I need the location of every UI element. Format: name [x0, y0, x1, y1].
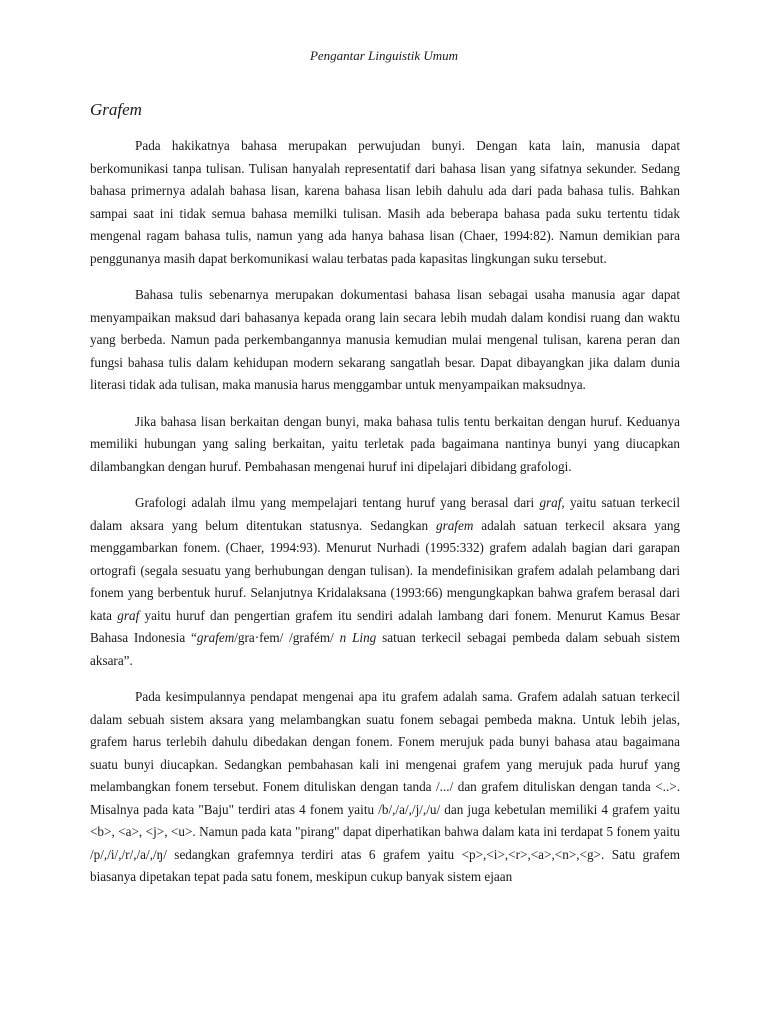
paragraph [90, 284, 680, 397]
paragraph [90, 411, 680, 479]
running-header: Pengantar Linguistik Umum [309, 48, 459, 63]
text-run: satuan terkecil sebagai pembeda dalam sebuah sistem aksara”. [90, 630, 680, 668]
italic-text-run: graf [117, 607, 140, 623]
italic-text-run: graf, [539, 495, 565, 510]
section-title: Grafem [90, 100, 142, 119]
paragraph [90, 492, 680, 672]
text-run: Grafologi adalah ilmu yang mempelajari tentang huruf yang berasal dari [135, 495, 540, 510]
paragraph [90, 686, 680, 889]
text-run: adalah satuan terkecil aksara yang menggambarkan fonem. (Chaer, 1994:93). Menurut Nurhadi (1995:332) grafem adalah bagian dari garapan ortografi (segala sesuatu yang berhubungan dengan tulisan). Ia mendefinisikan grafem adalah pelambang dari fonem yang berbentuk huruf. Selanjutnya Kridalaksana (1993:66) mengungkapkan bahwa grafem berasal dari kata [90, 517, 681, 623]
text-run: yaitu satuan terkecil dalam aksara yang belum ditentukan statusnya. Sedangkan [90, 495, 680, 533]
italic-text-run: n Ling [339, 630, 377, 645]
text-run: /gra·fem/ /grafém/ [234, 630, 340, 645]
italic-text-run: grafem [435, 517, 474, 533]
text-run: Pada hakikatnya bahasa merupakan perwujudan bunyi. Dengan kata lain, manusia dapat berkomunikasi tanpa tulisan. Tulisan hanyalah representatif dari bahasa lisan yang sifatnya sekunder. Sedang bahasa primernya adalah bahasa lisan, karena bahasa lisan lebih dahulu ada dari pada bahasa tulis. Bahkan sampai saat ini tidak semua bahasa memilki tulisan. Masih ada beberapa bahasa pada suku tertentu tidak mengenal ragam bahasa tulis, namun yang ada hanya bahasa lisan (Chaer, 1994:82). Namun demikian para penggunanya masih dapat berkomunikasi walau terbatas pada kapasitas lingkungan suku tersebut. [90, 138, 680, 266]
text-run: Bahasa tulis sebenarnya merupakan dokumentasi bahasa lisan sebagai usaha manusia agar dapat menyampaikan maksud dari bahasanya kepada orang lain secara lebih mudah dalam kondisi ruang dan waktu yang berbeda. Namun pada perkembangannya manusia kemudian mulai mengenal tulisan, karena peran dan fungsi bahasa tulis dalam kehidupan modern sekarang sangatlah besar. Dapat dibayangkan jika dalam dunia literasi tidak ada tulisan, maka manusia harus menggambar untuk menyampaikan maksudnya. [90, 287, 680, 392]
italic-text-run: grafem [196, 630, 235, 645]
text-run: Pada kesimpulannya pendapat mengenai apa itu grafem adalah sama. Grafem adalah satuan terkecil dalam sebuah sistem aksara yang melambangkan suatu fonem sebagai pembeda makna. Untuk lebih jelas, grafem harus terlebih dahulu dibedakan dengan fonem. Fonem merujuk pada bunyi bahasa atau bagaimana suatu bunyi diucapkan. Sedangkan pembahasan kali ini mengenai grafem yang merujuk pada huruf yang melambangkan fonem tersebut. Fonem dituliskan dengan tanda /.../ dan grafem dituliskan dengan tanda <..>. Misalnya pada kata "Baju" terdiri atas 4 fonem yaitu /b/,/a/,/j/,/u/ dan juga kebetulan memiliki 4 grafem yaitu <b>, <a>, <j>, <u>. Namun pada kata "pirang" dapat diperhatikan bahwa dalam kata ini terdapat 5 fonem yaitu /p/,/i/,/r/,/a/,/ŋ/ sedangkan grafemnya terdiri atas 6 grafem yaitu <p>,<i>,<r>,<a>,<n>,<g>. Satu grafem biasanya dipetakan tepat pada satu fonem, meskipun cukup banyak sistem ejaan [90, 689, 680, 884]
body-text [90, 135, 680, 889]
text-run: yaitu huruf dan pengertian grafem itu sendiri adalah lambang dari fonem. Menurut Kamus Besar Bahasa Indonesia “ [90, 607, 680, 645]
text-run: Jika bahasa lisan berkaitan dengan bunyi, maka bahasa tulis tentu berkaitan dengan huruf. Keduanya memiliki hubungan yang saling berkaitan, yaitu terletak pada bagaimana nantinya bunyi yang diucapkan dilambangkan dengan huruf. Pembahasan mengenai huruf ini dipelajari dibidang grafologi. [90, 413, 680, 474]
paragraph [90, 135, 680, 270]
